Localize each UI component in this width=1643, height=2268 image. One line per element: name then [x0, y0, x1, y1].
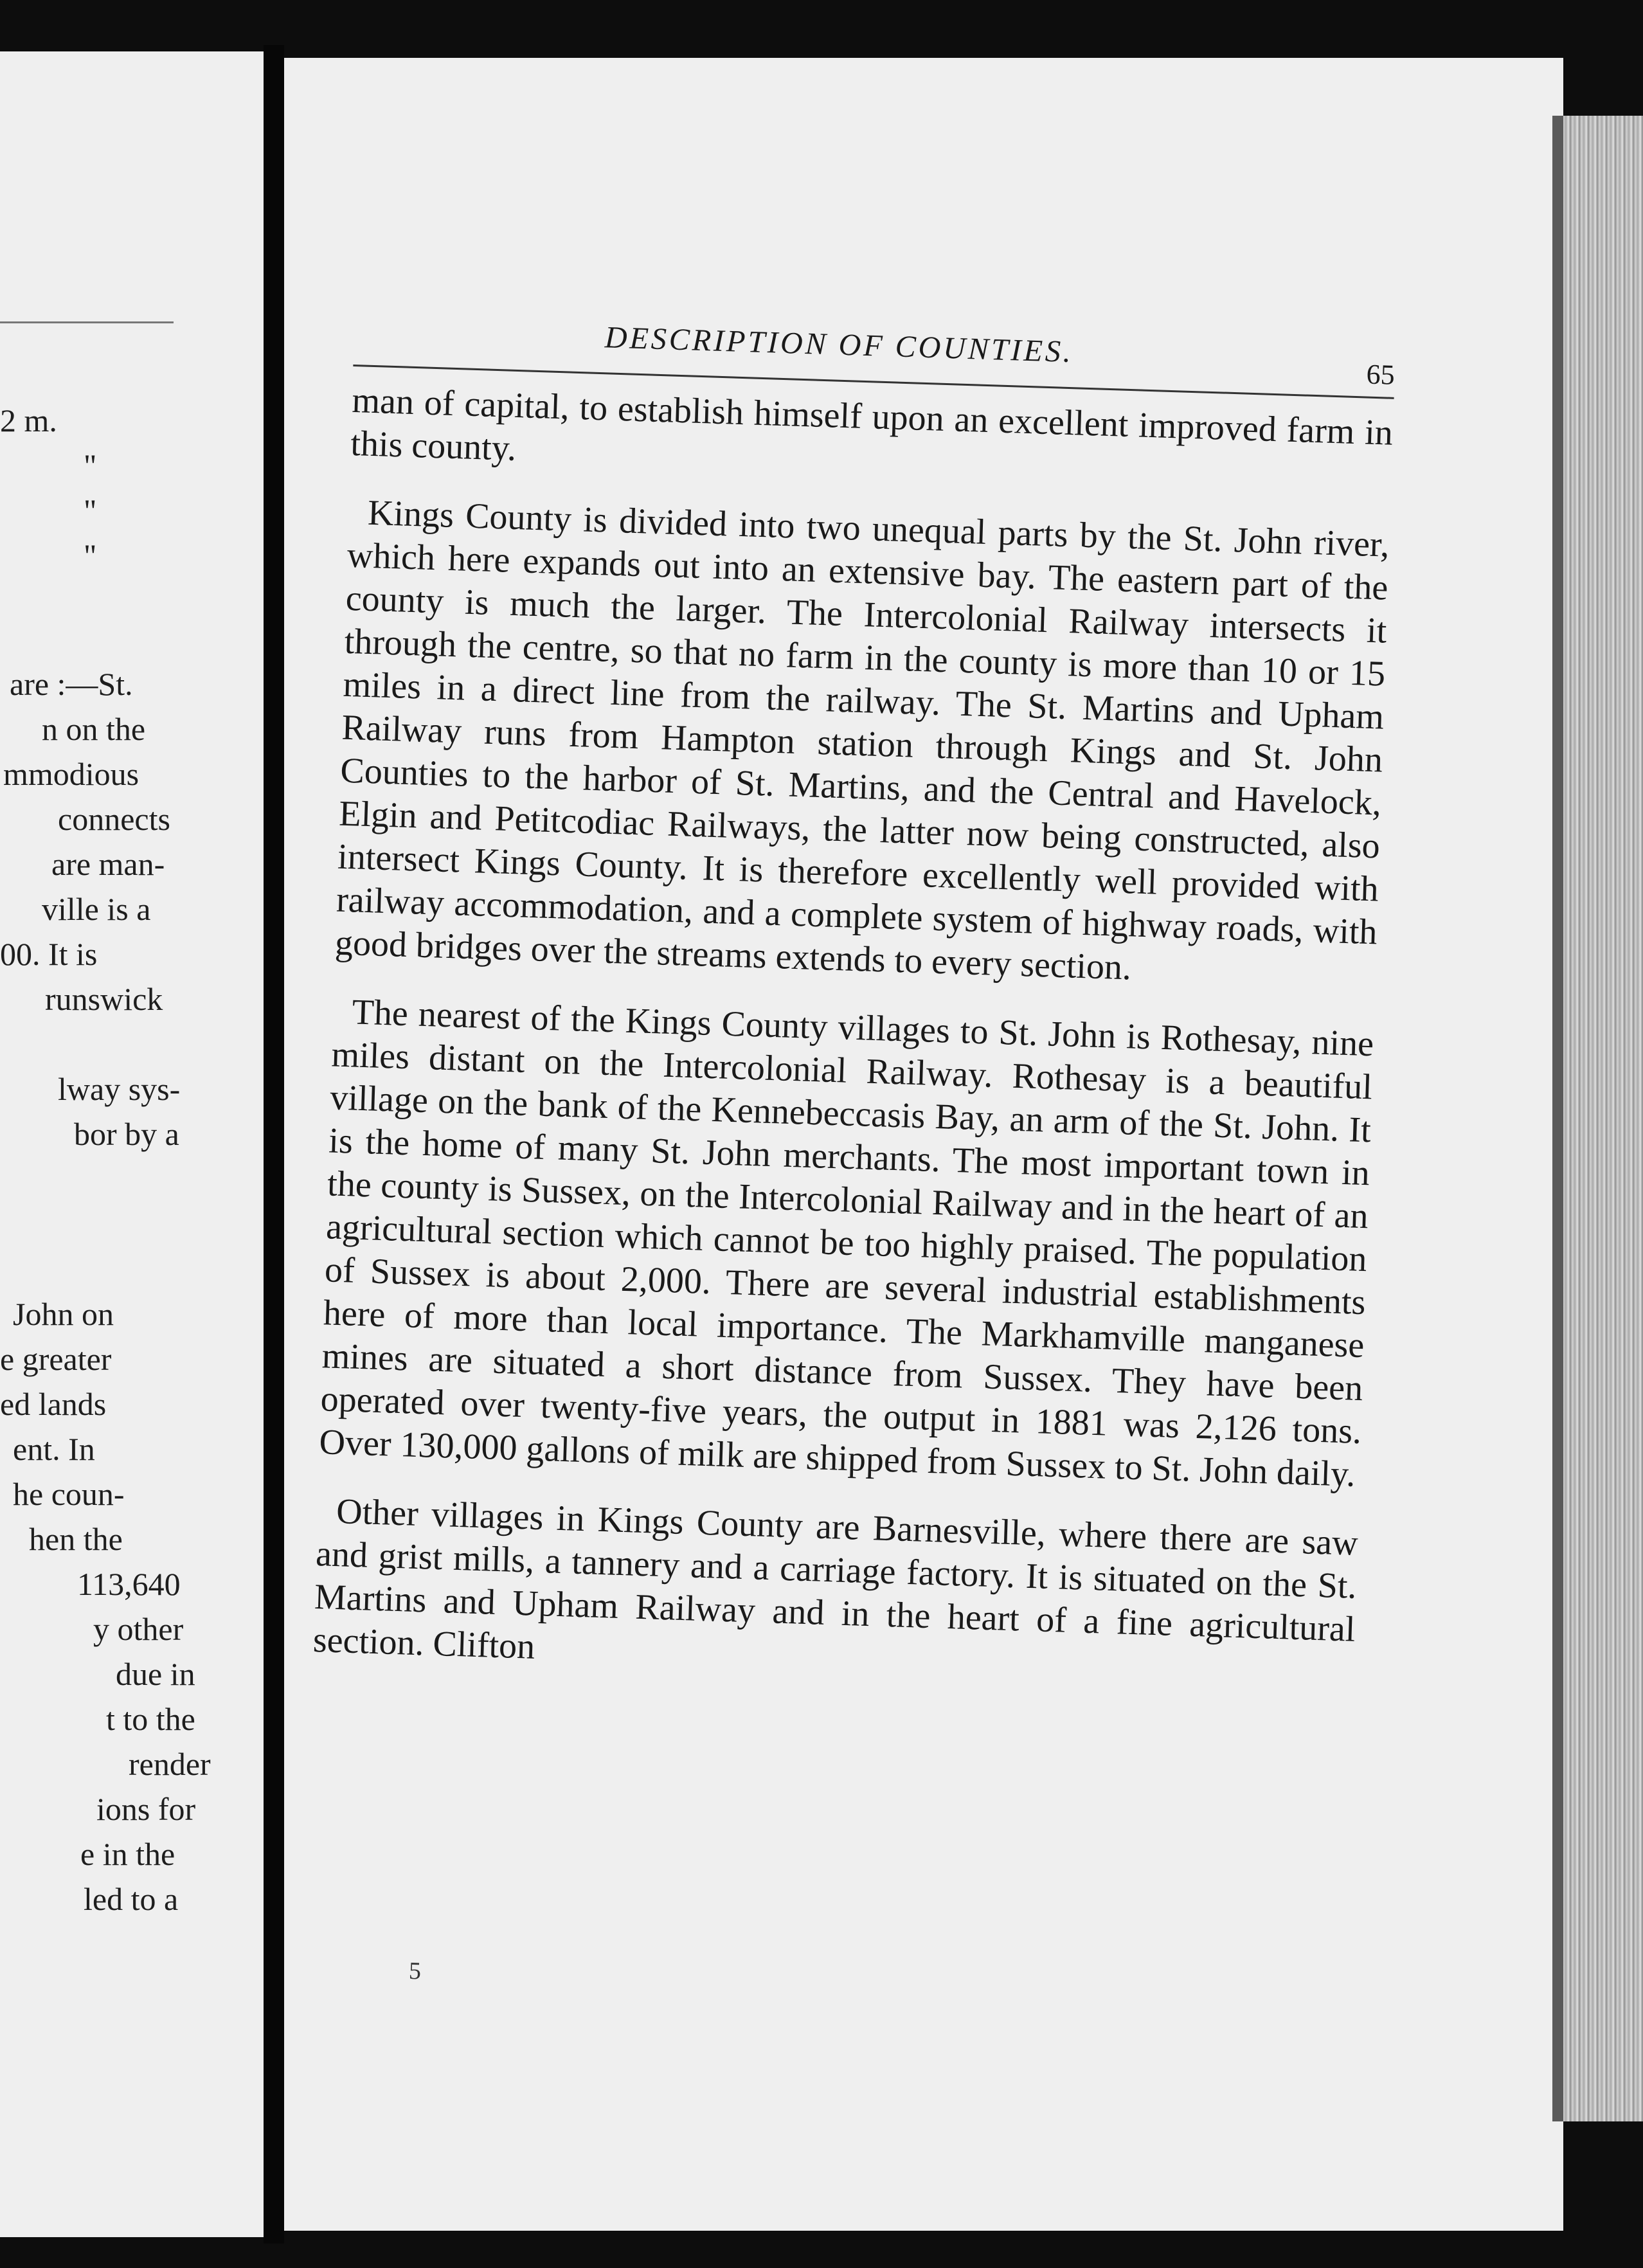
running-head-title: DESCRIPTION OF COUNTIES.: [604, 320, 1074, 370]
page-stack-edge: [1563, 116, 1643, 2121]
page-content: [312, 312, 1396, 1985]
left-line: ": [84, 537, 97, 573]
left-line: e greater: [0, 1341, 112, 1377]
left-line: lway sys-: [58, 1071, 181, 1107]
left-line: ": [84, 447, 97, 483]
left-page-fragment: [0, 51, 264, 2237]
left-line: are :—St.: [10, 666, 133, 702]
left-line: ville is a: [42, 891, 151, 927]
left-line: n on the: [42, 711, 146, 747]
left-line: hen the: [29, 1521, 123, 1557]
left-line: render: [129, 1746, 211, 1782]
body-text: [312, 379, 1394, 1695]
left-line: bor by a: [74, 1116, 179, 1152]
left-page-rule: [0, 321, 174, 323]
left-line: connects: [58, 801, 170, 837]
left-line: he coun-: [13, 1476, 125, 1512]
book-gutter: [264, 45, 284, 2244]
left-line: 00. It is: [0, 936, 98, 972]
paragraph: Kings County is divided into two unequal parts by the St. John river, which here expands out into an extensive bay. The eastern part of the county is much the larger. The Intercolonial Railway intersects it through the centre, so that no farm in the county is more than 10 or 15 miles in a direct line from the railway. The St. Martins and Upham Railway runs from Hampton station through Kings and St. John Counties to the harbor of St. Martins, and the Central and Havelock, Elgin and Petitcodiac Railways, the latter now being constructed, also intersect Kings County. It is therefore excellently well provided with railway accommodation, and a complete system of highway roads, with good bridges over the streams extends to every section.: [334, 492, 1390, 988]
left-line: 113,640: [77, 1566, 181, 1602]
left-line: due in: [116, 1656, 195, 1692]
left-line: ions for: [96, 1791, 196, 1827]
signature-mark: 5: [408, 1957, 422, 1985]
left-line: y other: [93, 1611, 184, 1647]
page-number: 65: [1365, 358, 1396, 391]
left-line: ed lands: [0, 1386, 107, 1422]
left-line: 2 m.: [0, 402, 57, 438]
left-line: runswick: [45, 981, 163, 1017]
left-line: John on: [13, 1296, 114, 1332]
left-line: ": [84, 492, 97, 528]
paragraph: The nearest of the Kings County villages to St. John is Rothesay, nine miles distant on the Intercolonial Railway. Rothesay is a beautiful village on the bank of the Kennebeccasis Bay, an arm of the St. John. It is the home of many St. John merchants. The most important town in the county is Sussex, on the Intercolonial Railway and in the heart of an agricultural section which cannot be too highly praised. The population of Sussex is about 2,000. There are several industrial establishments here of more than local importance. The Markhamville manganese mines are situated a short distance from Sussex. They have been operated over twenty-five years, the output in 1881 was 2,126 tons. Over 130,000 gallons of milk are shipped from Sussex to St. John daily.: [318, 992, 1374, 1495]
left-line: led to a: [84, 1881, 179, 1917]
left-line: mmodious: [3, 756, 139, 792]
paragraph: man of capital, to establish himself upon an excellent improved farm in this county.: [350, 380, 1394, 469]
paragraph: Other villages in Kings County are Barnesville, where there are saw and grist mills, a tannery and a carriage factory. It is situated on the St. Martins and Upham Railway and in the heart of a fine agricultural section. Clifton: [312, 1491, 1359, 1667]
left-line: ent. In: [13, 1431, 95, 1467]
right-page: [284, 58, 1563, 2231]
left-line: e in the: [80, 1836, 175, 1872]
left-line: t to the: [106, 1701, 195, 1737]
left-line: are man-: [51, 846, 165, 882]
